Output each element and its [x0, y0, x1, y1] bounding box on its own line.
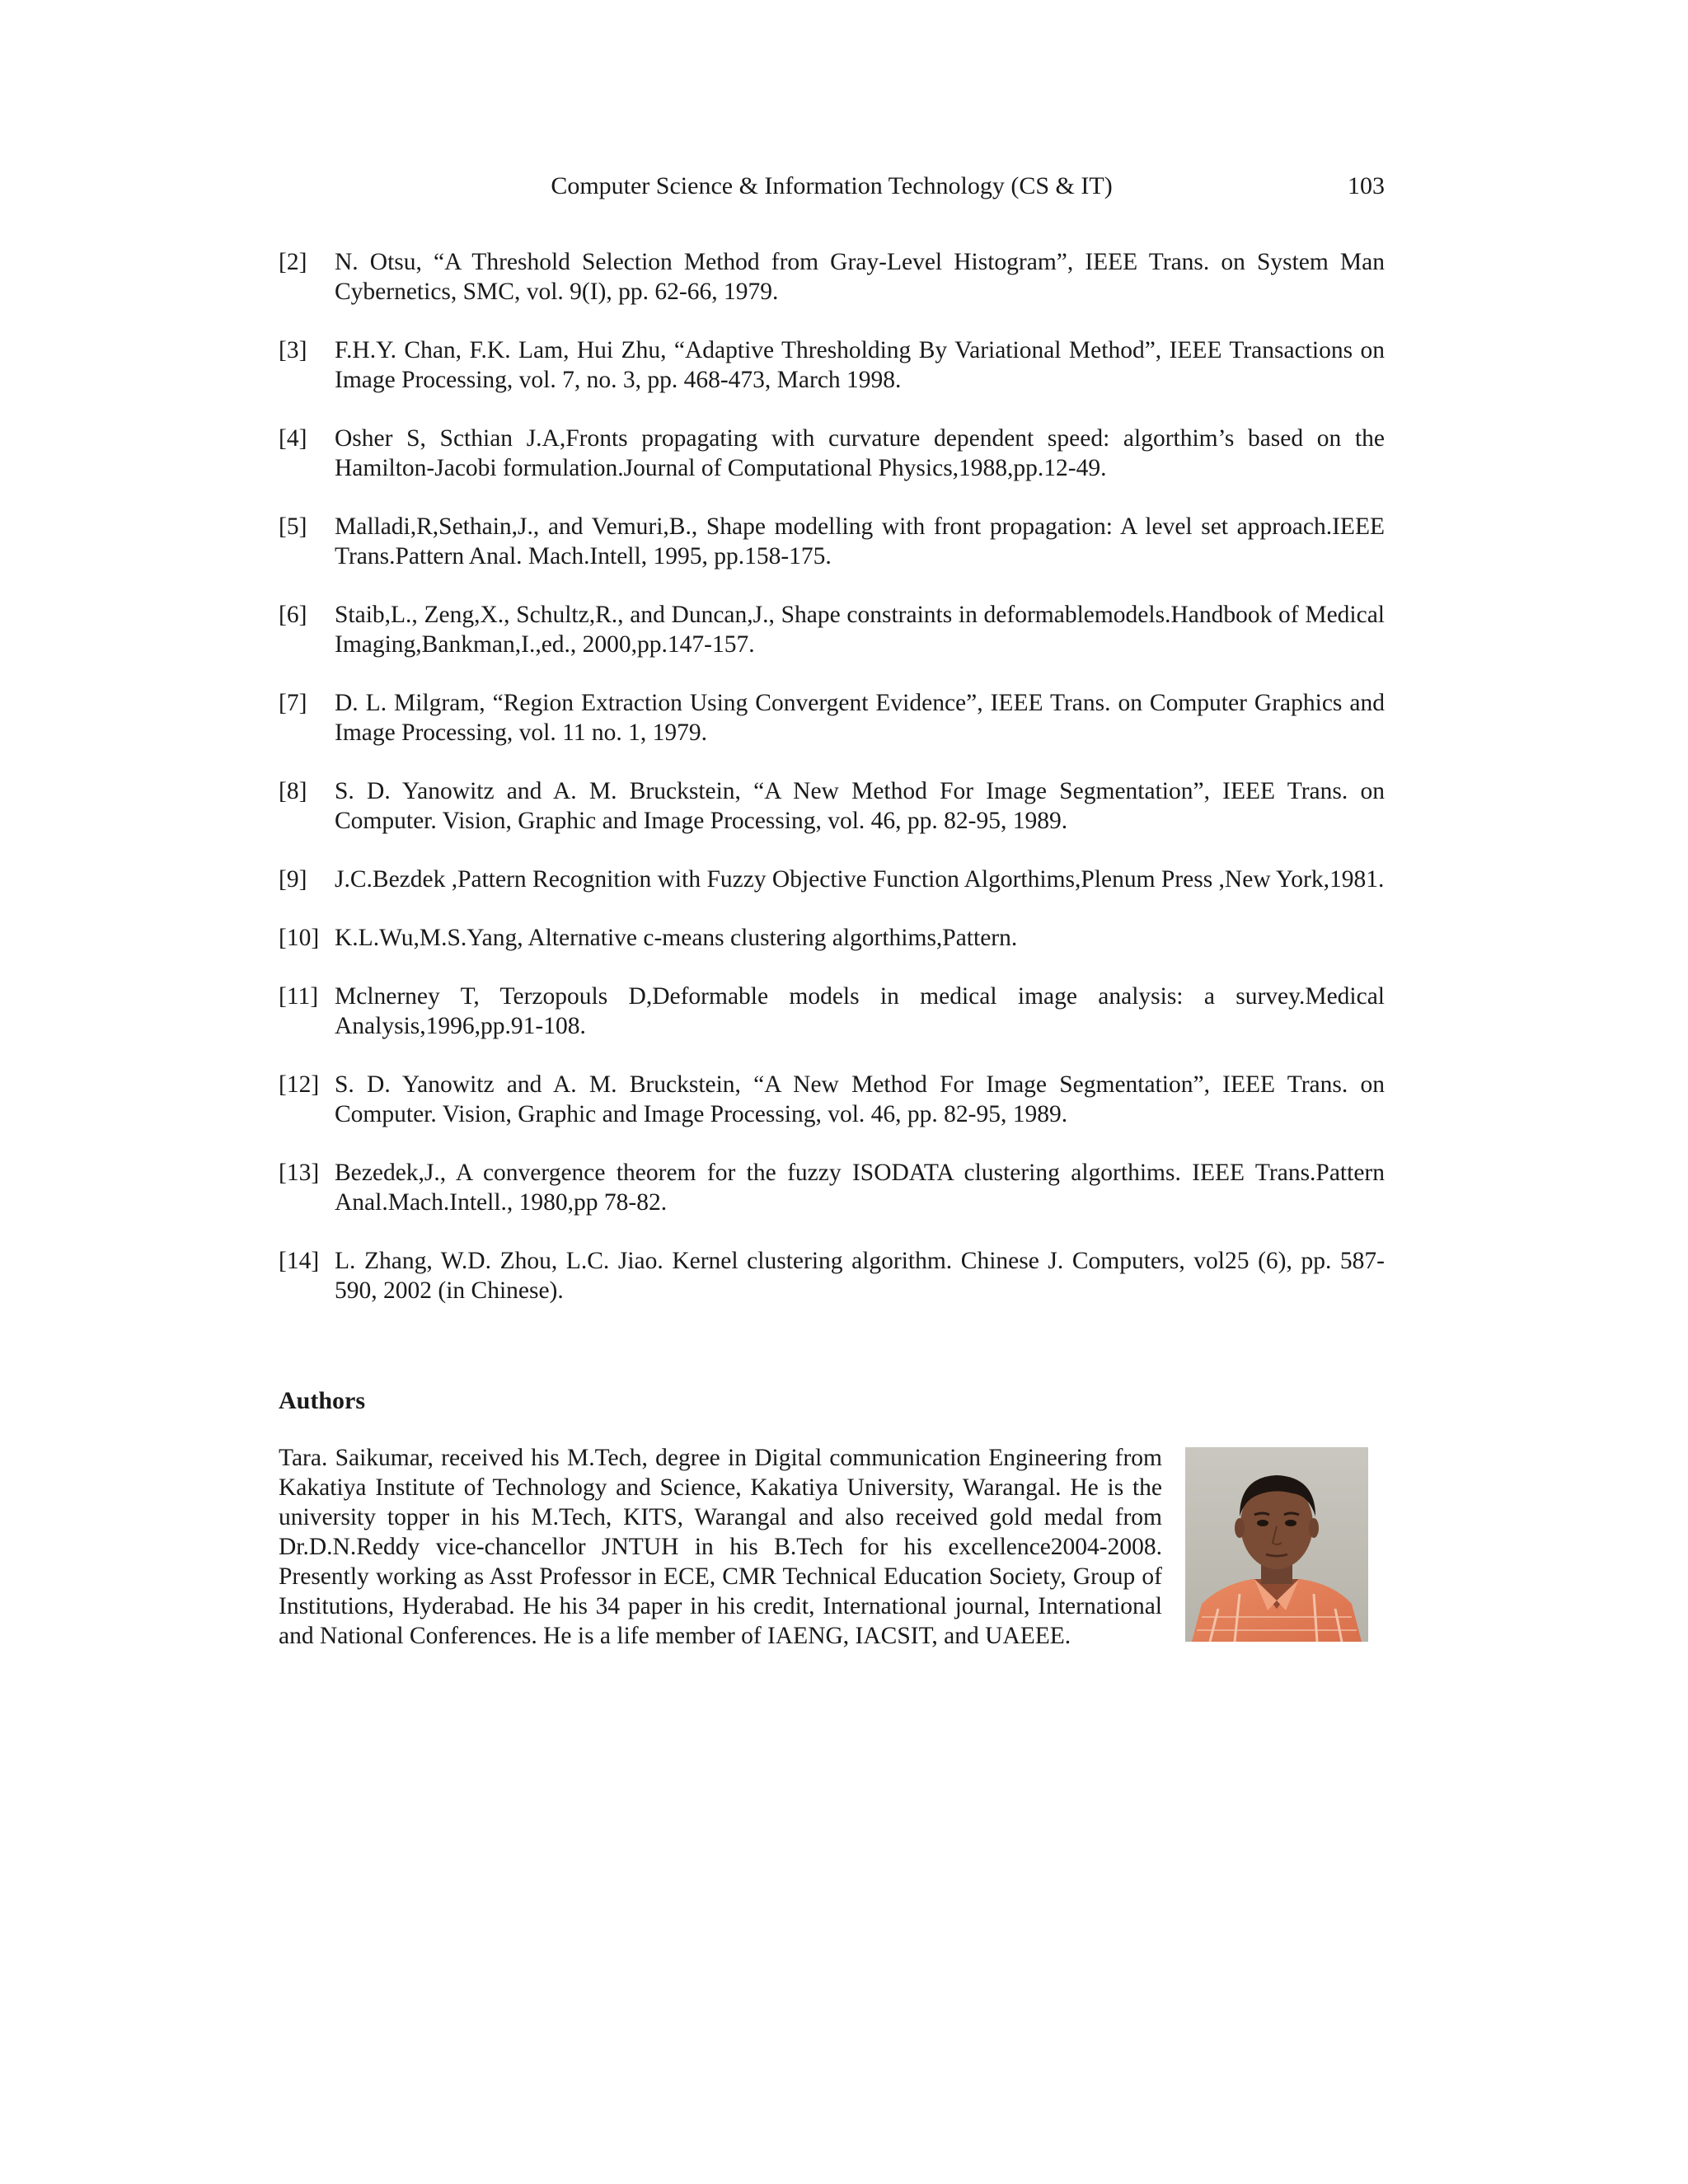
reference-number: [13] [279, 1160, 320, 1186]
reference-item [279, 776, 1385, 836]
reference-text: Mclnerney T, Terzopouls D,Deformable models in medical image analysis: a survey.Medical Analysis,1996,pp.91-108. [335, 983, 1385, 1039]
reference-number: [4] [279, 425, 307, 452]
reference-text: K.L.Wu,M.S.Yang, Alternative c-means clustering algorthims,Pattern. [335, 925, 1018, 951]
reference-number: [12] [279, 1071, 320, 1098]
page-number: 103 [1348, 172, 1385, 199]
reference-number: [5] [279, 513, 307, 540]
reference-number: [3] [279, 337, 307, 363]
reference-text: Staib,L., Zeng,X., Schultz,R., and Duncan,J., Shape constraints in deformablemodels.Handbook of Medical Imaging,Bankman,I.,ed., 2000,pp.147-157. [335, 602, 1385, 658]
reference-item [279, 1070, 1385, 1129]
reference-number: [9] [279, 866, 307, 893]
reference-text: D. L. Milgram, “Region Extraction Using Convergent Evidence”, IEEE Trans. on Computer Graphics and Image Processing, vol. 11 no. 1, 1979. [335, 690, 1385, 746]
reference-text: S. D. Yanowitz and A. M. Bruckstein, “A New Method For Image Segmentation”, IEEE Trans. on Computer. Vision, Graphic and Image Processing, vol. 46, pp. 82-95, 1989. [335, 1071, 1385, 1127]
author-bio: Tara. Saikumar, received his M.Tech, degree in Digital communication Engineering from Kakatiya Institute of Technology and Science, Kakatiya University, Warangal. He is the university topper in his M.Tech, KITS, Warangal and also received gold medal from Dr.D.N.Reddy vice-chancellor JNTUH in his B.Tech for his excellence2004-2008. Presently working as Asst Professor in ECE, CMR Technical Education Society, Group of Institutions, Hyderabad. He his 34 paper in his credit, International journal, International and National Conferences. He is a life member of IAENG, IACSIT, and UAEEE. [279, 1445, 1162, 1649]
reference-text: Bezedek,J., A convergence theorem for the fuzzy ISODATA clustering algorthims. IEEE Trans.Pattern Anal.Mach.Intell., 1980,pp 78-82. [335, 1160, 1385, 1216]
reference-text: L. Zhang, W.D. Zhou, L.C. Jiao. Kernel clustering algorithm. Chinese J. Computers, vol25 (6), pp. 587-590, 2002 (in Chinese). [335, 1248, 1385, 1304]
authors-heading: Authors [279, 1387, 366, 1414]
reference-item [279, 1246, 1385, 1305]
reference-text: F.H.Y. Chan, F.K. Lam, Hui Zhu, “Adaptive Thresholding By Variational Method”, IEEE Transactions on Image Processing, vol. 7, no. 3, pp. 468-473, March 1998. [335, 337, 1385, 393]
reference-number: [7] [279, 690, 307, 716]
reference-number: [11] [279, 983, 319, 1010]
reference-number: [6] [279, 602, 307, 628]
reference-item [279, 865, 1385, 894]
reference-number: [8] [279, 778, 307, 804]
reference-text: Osher S, Scthian J.A,Fronts propagating with curvature dependent speed: algorthim’s based on the Hamilton-Jacobi formulation.Journal of Computational Physics,1988,pp.12-49. [335, 425, 1385, 481]
reference-number: [2] [279, 249, 307, 275]
reference-text: N. Otsu, “A Threshold Selection Method from Gray-Level Histogram”, IEEE Trans. on System Man Cybernetics, SMC, vol. 9(I), pp. 62-66, 1979. [335, 249, 1385, 305]
reference-text: Malladi,R,Sethain,J., and Vemuri,B., Shape modelling with front propagation: A level set approach.IEEE Trans.Pattern Anal. Mach.Intell, 1995, pp.158-175. [335, 513, 1385, 569]
running-header [279, 170, 1385, 203]
author-photo [1185, 1447, 1368, 1642]
author-photo-image [1185, 1447, 1368, 1642]
reference-item [279, 923, 1385, 953]
reference-item [279, 600, 1385, 659]
reference-item [279, 424, 1385, 483]
reference-text: S. D. Yanowitz and A. M. Bruckstein, “A New Method For Image Segmentation”, IEEE Trans. on Computer. Vision, Graphic and Image Processing, vol. 46, pp. 82-95, 1989. [335, 778, 1385, 834]
reference-number: [14] [279, 1248, 320, 1274]
journal-title: Computer Science & Information Technology (CS & IT) [551, 172, 1113, 199]
reference-number: [10] [279, 925, 320, 951]
reference-list [279, 247, 1385, 1334]
reference-text: J.C.Bezdek ,Pattern Recognition with Fuzzy Objective Function Algorthims,Plenum Press ,New York,1981. [335, 866, 1385, 893]
reference-item [279, 512, 1385, 571]
reference-item [279, 982, 1385, 1041]
reference-item [279, 688, 1385, 748]
reference-item [279, 247, 1385, 307]
reference-item [279, 335, 1385, 395]
reference-item [279, 1158, 1385, 1217]
